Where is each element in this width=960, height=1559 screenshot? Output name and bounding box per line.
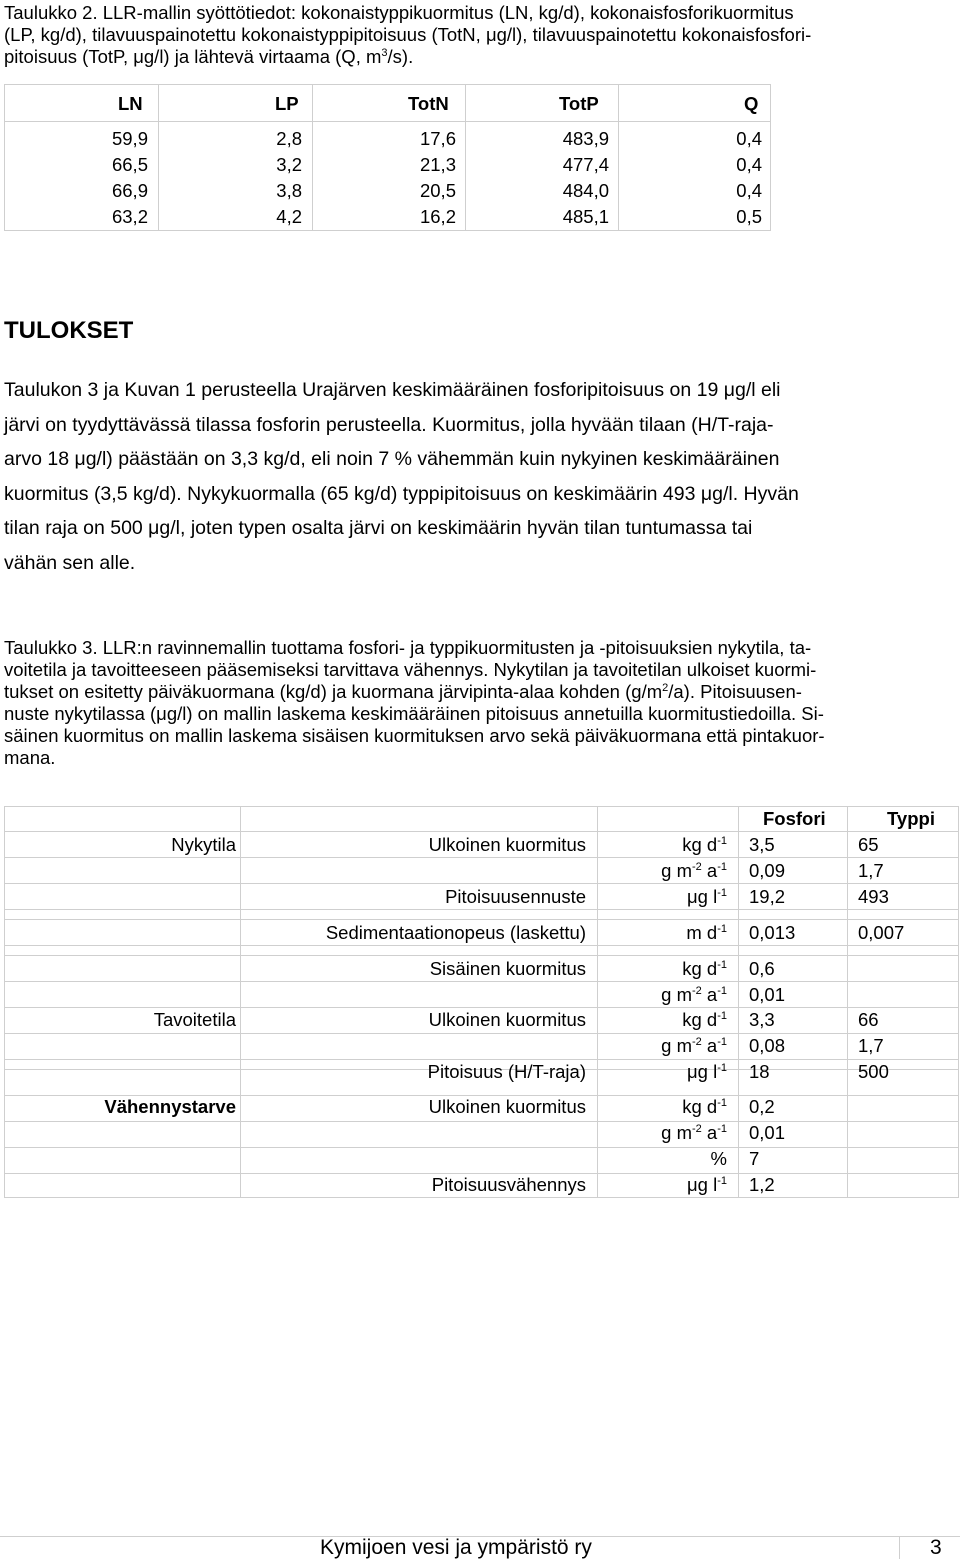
table2-cell: 483,9 — [562, 128, 609, 149]
table2-cell: 0,4 — [736, 128, 762, 149]
table2-cell: 2,8 — [276, 128, 302, 149]
row-fosfori: 7 — [749, 1148, 760, 1169]
table3-caption-line: voitetila ja tavoitteeseen pääsemiseksi tarvittava vähennys. Nykytilan ja tavoitetilan ulkoiset kuormi- — [4, 659, 817, 680]
row-unit: μg $l^{-1}$ — [687, 886, 727, 907]
table3-caption-line: nuste nykytilassa (μg/l) on mallin laskema keskimääräinen pitoisuus annetuilla kuormitustiedoilla. Si- — [4, 703, 824, 724]
table3-rule — [5, 945, 958, 946]
table3-group-vahennystarve: Vähennystarve — [104, 1096, 236, 1117]
row-label: Sedimentaationopeus (laskettu) — [325, 922, 586, 943]
table2-cell: 3,2 — [276, 154, 302, 175]
table2-cell: 20,5 — [419, 180, 456, 201]
row-unit: % — [710, 1148, 727, 1169]
row-typpi: 65 — [858, 834, 879, 855]
page-number: 3 — [930, 1536, 942, 1559]
table2-caption-line: (LP, kg/d), tilavuuspainotettu kokonaistyppipitoisuus (TotN, μg/l), tilavuuspainotettu kokonaisfosfori- — [4, 24, 812, 45]
row-typpi: 66 — [858, 1009, 879, 1030]
table2-header-ln: LN — [118, 93, 143, 114]
table3-rule — [5, 1147, 958, 1148]
table3-rule — [5, 981, 958, 982]
table2-header-totp: TotP — [559, 93, 599, 114]
table3-rule — [5, 919, 958, 920]
row-typpi: 1,7 — [858, 1035, 884, 1056]
row-fosfori: 0,09 — [749, 860, 786, 881]
results-line: Taulukon 3 ja Kuvan 1 perusteella Urajärven keskimääräinen fosforipitoisuus on 19 μg/l eli — [4, 379, 781, 401]
table2-cell: 63,2 — [111, 206, 148, 227]
table3-divider — [597, 807, 598, 1197]
table3-header-typpi: Typpi — [887, 808, 935, 829]
table2 — [4, 84, 771, 231]
row-fosfori: 1,2 — [749, 1174, 775, 1195]
table3-rule — [5, 831, 958, 832]
footer-org: Kymijoen vesi ja ympäristö ry — [320, 1536, 592, 1559]
row-label: Pitoisuusennuste — [445, 886, 586, 907]
row-typpi: 1,7 — [858, 860, 884, 881]
table3-rule — [5, 1033, 958, 1034]
row-unit: μg $l^{-1}$ — [687, 1061, 727, 1082]
table2-cell: 484,0 — [562, 180, 609, 201]
table3-group-tavoitetila: Tavoitetila — [153, 1009, 236, 1030]
table2-cell: 0,5 — [736, 206, 762, 227]
table3-rule — [5, 857, 958, 858]
table3-group-nykytila: Nykytila — [171, 834, 236, 855]
results-line: kuormitus (3,5 kg/d). Nykykuormalla (65 kg/d) typpipitoisuus on keskimäärin 493 μg/l. Hyvän — [4, 482, 799, 505]
table2-cell: 17,6 — [419, 128, 456, 149]
table2-cell: 59,9 — [111, 128, 148, 149]
table2-cell: 16,2 — [419, 206, 456, 227]
table3-caption-line: säinen kuormitus on mallin laskema sisäisen kuormituksen arvo sekä päiväkuormana että pintakuor- — [4, 725, 825, 746]
row-unit: μg $l^{-1}$ — [687, 1174, 727, 1195]
row-fosfori: 0,01 — [749, 1122, 786, 1143]
table2-cell: 21,3 — [419, 154, 456, 175]
table2-cell: 4,2 — [276, 206, 302, 227]
row-typpi: 0,007 — [858, 922, 905, 943]
results-paragraph — [4, 373, 959, 580]
row-label: Ulkoinen kuormitus — [428, 1096, 586, 1117]
table3-caption-line: mana. — [4, 747, 56, 768]
row-fosfori: 0,08 — [749, 1035, 786, 1056]
results-line: tilan raja on 500 μg/l, joten typen osalta järvi on keskimäärin hyvän tilan tuntumassa tai — [4, 517, 753, 539]
table3-rule — [5, 955, 958, 956]
table3-divider — [240, 807, 241, 1197]
table2-cell: 66,5 — [111, 154, 148, 175]
table3-caption-line: Taulukko 3. LLR:n ravinnemallin tuottama fosfori- ja typpikuormitusten ja -pitoisuuksien nykytila, ta- — [4, 637, 812, 658]
row-label: Pitoisuus (H/T-raja) — [427, 1061, 586, 1082]
table2-cell: 3,8 — [276, 180, 302, 201]
table2-cell: 66,9 — [111, 180, 148, 201]
table2-cell: 477,4 — [562, 154, 609, 175]
row-fosfori: 3,3 — [749, 1009, 775, 1030]
row-fosfori: 18 — [749, 1061, 770, 1082]
row-fosfori: 0,6 — [749, 958, 775, 979]
row-label: Sisäinen kuormitus — [429, 958, 586, 979]
table3-header-fosfori: Fosfori — [763, 808, 826, 829]
row-unit: g $m^{-2}$ $a^{-1}$ — [661, 984, 727, 1005]
table2-header-lp: LP — [275, 93, 299, 114]
row-unit: kg $d^{-1}$ — [682, 834, 727, 855]
row-typpi: 500 — [858, 1061, 889, 1082]
table2-header-totn: TotN — [408, 93, 449, 114]
table2-cell: 0,4 — [736, 180, 762, 201]
row-unit: g $m^{-2}$ $a^{-1}$ — [661, 860, 727, 881]
table3-rule — [5, 883, 958, 884]
table2-cell: 485,1 — [562, 206, 609, 227]
row-label: Ulkoinen kuormitus — [428, 834, 586, 855]
table2-caption-line: Taulukko 2. LLR-mallin syöttötiedot: kokonaistyppikuormitus (LN, kg/d), kokonaisfosforikuormitus — [4, 2, 794, 23]
results-heading: TULOKSET — [4, 317, 134, 344]
row-typpi: 493 — [858, 886, 889, 907]
row-label: Ulkoinen kuormitus — [428, 1009, 586, 1030]
table2-caption — [4, 2, 959, 68]
table3 — [4, 806, 959, 1198]
table2-header-q: Q — [744, 93, 759, 114]
table3-rule — [5, 909, 958, 910]
row-fosfori: 0,2 — [749, 1096, 775, 1117]
table2-caption-line: pitoisuus (TotP, μg/l) ja lähtevä virtaama (Q, $m^3/s$). — [4, 46, 414, 67]
results-line: järvi on tyydyttävässä tilassa fosforin perusteella. Kuormitus, jolla hyvään tilaan (H/T-raja- — [4, 413, 774, 436]
row-unit: kg $d^{-1}$ — [682, 1096, 727, 1117]
results-line: vähän sen alle. — [4, 551, 136, 574]
row-fosfori: 0,01 — [749, 984, 786, 1005]
row-unit: kg $d^{-1}$ — [682, 958, 727, 979]
table3-divider — [738, 807, 739, 1197]
row-unit: m $d^{-1}$ — [686, 922, 727, 943]
row-fosfori: 0,013 — [749, 922, 796, 943]
table3-divider — [847, 807, 848, 1197]
row-unit: g $m^{-2}$ $a^{-1}$ — [661, 1035, 727, 1056]
row-fosfori: 3,5 — [749, 834, 775, 855]
row-unit: g $m^{-2}$ $a^{-1}$ — [661, 1122, 727, 1143]
table3-caption — [4, 637, 959, 769]
row-unit: kg $d^{-1}$ — [682, 1009, 727, 1030]
row-fosfori: 19,2 — [749, 886, 786, 907]
table2-cell: 0,4 — [736, 154, 762, 175]
results-line: arvo 18 μg/l) päästään on 3,3 kg/d, eli noin 7 % vähemmän kuin nykyinen keskimääräinen — [4, 448, 780, 470]
footer-divider — [899, 1536, 900, 1559]
table3-rule — [5, 1121, 958, 1122]
row-label: Pitoisuusvähennys — [431, 1174, 586, 1195]
table3-caption-line: tukset on esitetty päiväkuormana (kg/d) ja kuormana järvipinta-alaa kohden $(g/m^2/a)$. Pitoisuusen- — [4, 681, 802, 702]
